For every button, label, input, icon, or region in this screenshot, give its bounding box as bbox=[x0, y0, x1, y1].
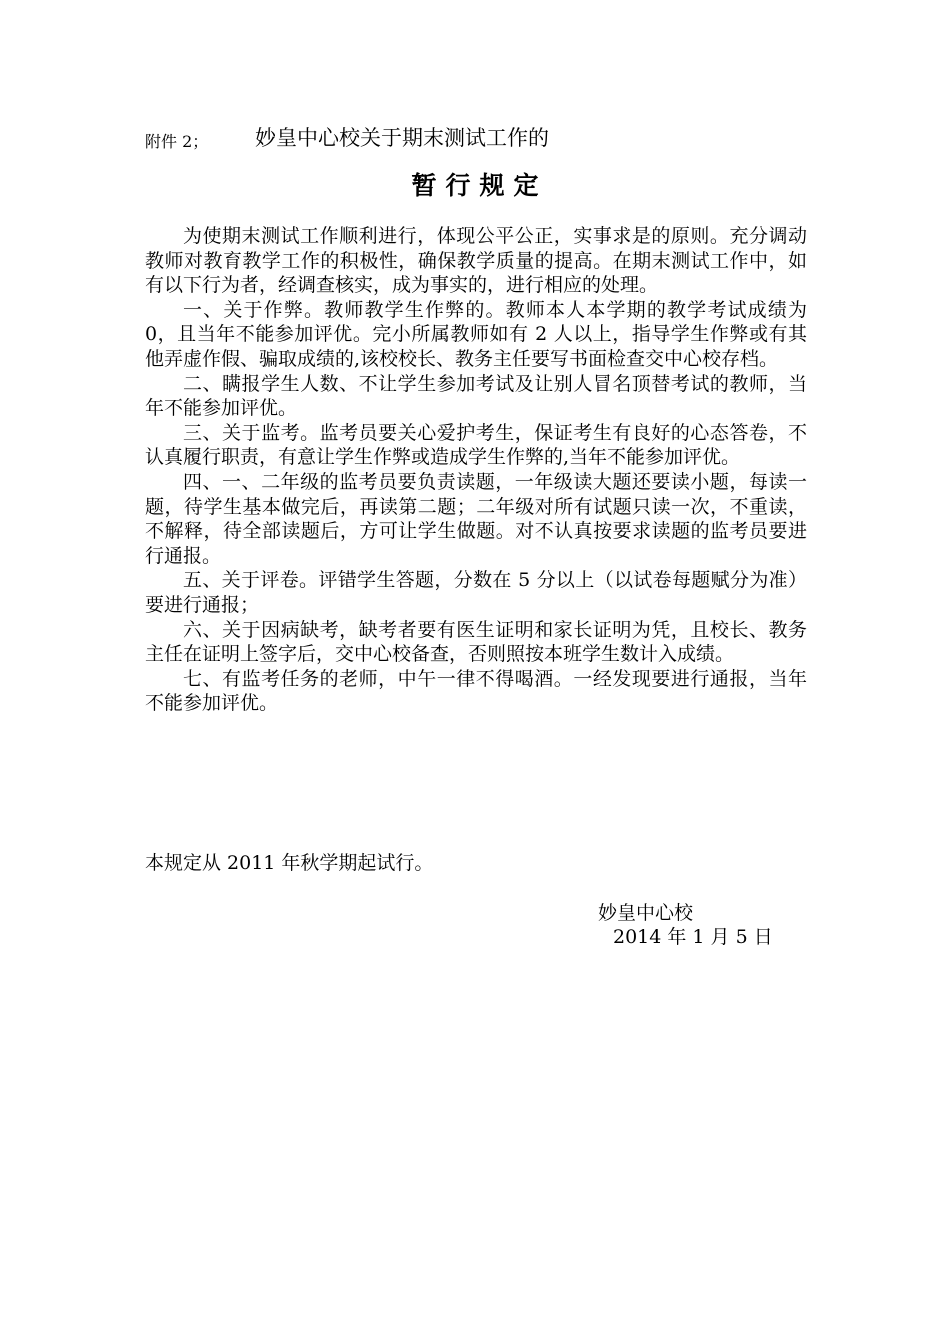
rule-paragraph-6: 六、关于因病缺考，缺考者要有医生证明和家长证明为凭，且校长、教务主任在证明上签字后，交中心校备查，否则照按本班学生数计入成绩。 bbox=[145, 618, 807, 666]
signature-organization: 妙皇中心校 bbox=[598, 902, 694, 924]
intro-paragraph: 为使期末测试工作顺利进行，体现公平公正，实事求是的原则。充分调动教师对教育教学工作的积极性，确保教学质量的提高。在期末测试工作中，如有以下行为者，经调查核实，成为事实的，进行相应的处理。 bbox=[145, 225, 807, 297]
rule-paragraph-4: 四、一、二年级的监考员要负责读题，一年级读大题还要读小题，每读一题，待学生基本做完后，再读第二题；二年级对所有试题只读一次，不重读，不解释，待全部读题后，方可让学生做题。对不认真按要求读题的监考员要进行通报。 bbox=[145, 470, 807, 567]
rule-paragraph-2: 二、瞒报学生人数、不让学生参加考试及让别人冒名顶替考试的教师，当年不能参加评优。 bbox=[145, 372, 807, 420]
document-title-line-1: 妙皇中心校关于期末测试工作的 bbox=[255, 126, 549, 150]
document-body bbox=[145, 224, 807, 716]
rule-paragraph-3: 三、关于监考。监考员要关心爱护考生，保证考生有良好的心态答卷，不认真履行职责，有意让学生作弊或造成学生作弊的,当年不能参加评优。 bbox=[145, 421, 807, 469]
effective-date-note: 本规定从 2011 年秋学期起试行。 bbox=[145, 852, 434, 874]
document-title-line-2: 暂行规定 bbox=[411, 171, 548, 200]
rule-paragraph-5: 五、关于评卷。评错学生答题，分数在 5 分以上（以试卷每题赋分为准）要进行通报； bbox=[145, 569, 807, 616]
signature-date: 2014 年 1 月 5 日 bbox=[613, 926, 773, 948]
attachment-label: 附件 2； bbox=[145, 132, 209, 151]
rule-paragraph-1: 一、关于作弊。教师教学生作弊的。教师本人本学期的教学考试成绩为 0，且当年不能参加评优。完小所属教师如有 2 人以上，指导学生作弊或有其他弄虚作假、骗取成绩的,该校校长、教务主任要写书面检查交中心校存档。 bbox=[145, 298, 807, 370]
document-header bbox=[145, 122, 825, 154]
rule-paragraph-7: 七、有监考任务的老师，中午一律不得喝酒。一经发现要进行通报，当年不能参加评优。 bbox=[145, 667, 807, 715]
